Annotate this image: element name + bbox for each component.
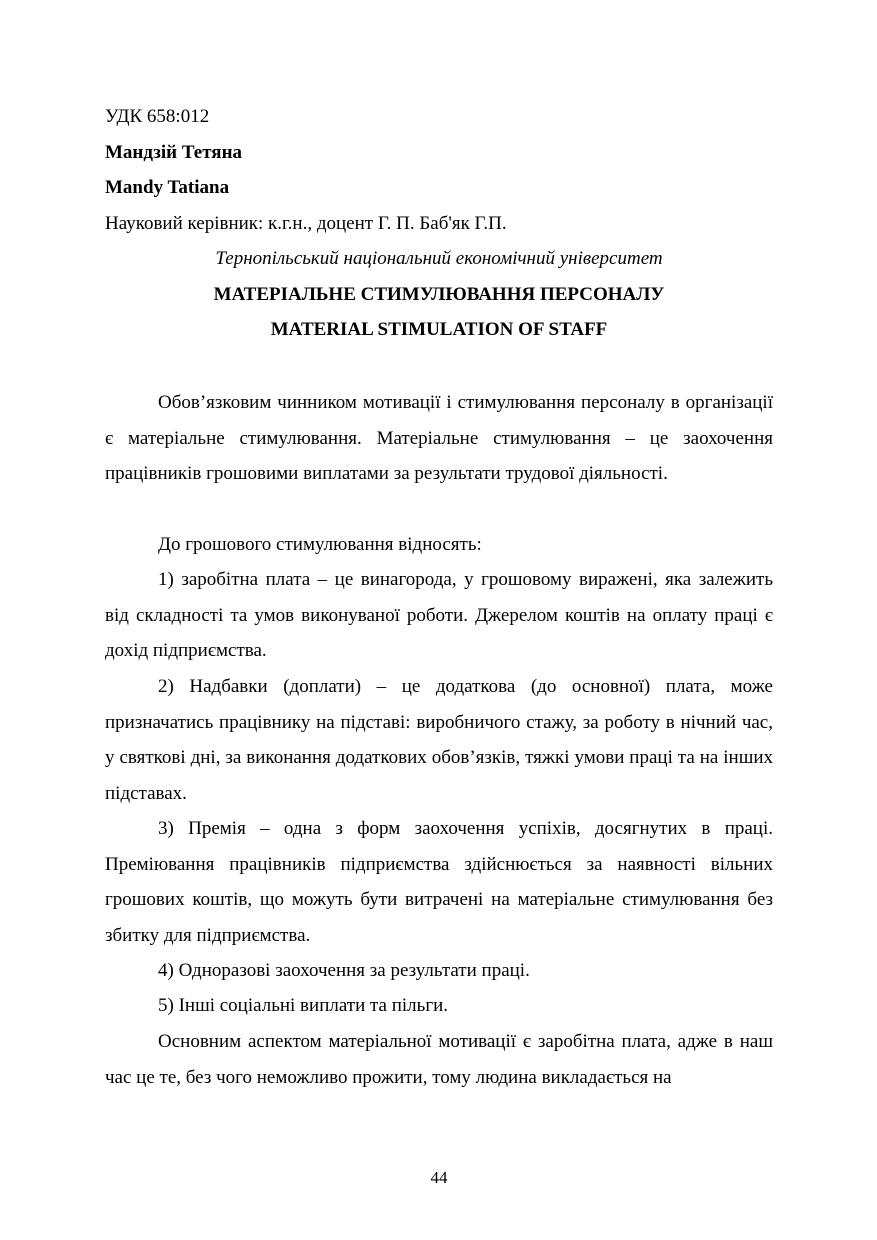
- list-item-one-time-rewards: 4) Одноразові заохочення за результати праці.: [158, 960, 530, 981]
- paragraph-monetary-types: До грошового стимулювання відносять:: [158, 534, 482, 555]
- author-name-ua: Мандзій Тетяна: [105, 142, 243, 163]
- title-ua: МАТЕРІАЛЬНЕ СТИМУЛЮВАННЯ ПЕРСОНАЛУ: [213, 284, 665, 305]
- list-item-salary: 1) заробітна плата – це винагорода, у грошовому виражені, яка залежить від складності та умов виконуваної роботи. Джерелом коштів на оплату праці є дохід підприємства.: [105, 569, 773, 661]
- udc-code: УДК 658:012: [105, 106, 210, 127]
- scientific-supervisor: Науковий керівник: к.г.н., доцент Г. П. Баб'як Г.П.: [105, 213, 507, 234]
- list-item-other-payments: 5) Інші соціальні виплати та пільги.: [158, 995, 449, 1016]
- list-item-bonus: 3) Премія – одна з форм заохочення успіхів, досягнутих в праці. Преміювання працівників підприємства здійснюється за наявності вільних грошових коштів, що можуть бути витрачені на матеріальне стимулювання без збитку для підприємства.: [105, 818, 773, 946]
- university-name: Тернопільський національний економічний університет: [215, 248, 663, 269]
- title-en: MATERIAL STIMULATION OF STAFF: [270, 319, 608, 340]
- page-number: 44: [430, 1168, 448, 1187]
- paragraph-intro: Обов’язковим чинником мотивації і стимулювання персоналу в організації є матеріальне стимулювання. Матеріальне стимулювання – це заохочення працівників грошовими виплатами за результати трудової діяльності.: [105, 392, 773, 484]
- paragraph-conclusion: Основним аспектом матеріальної мотивації є заробітна плата, адже в наш час це те, без чого неможливо прожити, тому людина викладається на: [105, 1031, 773, 1088]
- list-item-allowances: 2) Надбавки (доплати) – це додаткова (до основної) плата, може призначатись працівнику на підставі: виробничого стажу, за роботу в нічний час, у святкові дні, за виконання додаткових обов’язків, тяжкі умови праці та на інших підставах.: [105, 676, 773, 804]
- author-name-en: Mandy Tatiana: [105, 177, 230, 198]
